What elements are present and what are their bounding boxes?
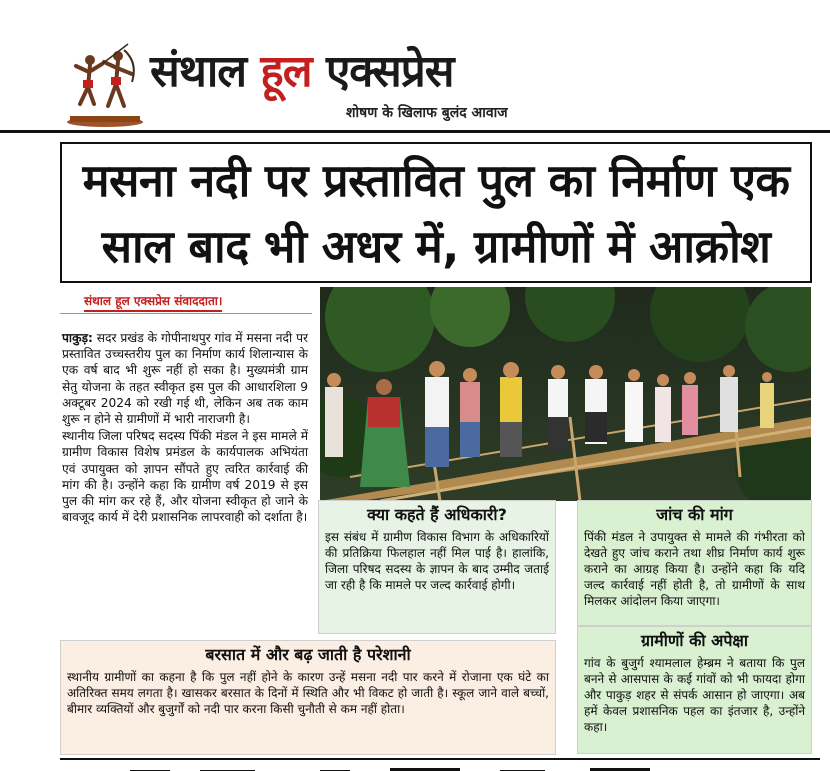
dateline: पाकुड़: xyxy=(62,331,93,345)
news-photo xyxy=(320,287,811,501)
title-part-express: एक्सप्रेस xyxy=(325,46,454,97)
masthead-rule xyxy=(0,130,830,133)
newspaper-logo xyxy=(62,42,148,128)
byline-divider xyxy=(60,313,312,314)
box-villagers-expectation xyxy=(577,626,812,754)
box-officer-response xyxy=(318,500,556,634)
paragraph-2: स्थानीय जिला परिषद सदस्य पिंकी मंडल ने इस मामले में ग्रामीण विकास विशेष प्रमंडल के कार्यपालक अभियंता एवं उपायुक्त को ज्ञापन सौंपते हुए त्वरित कार्रवाई की मांग की है। उन्होंने कहा कि ग्रामीण वर्ष 2019 से इस पुल की मांग कर रहे हैं, और योजना स्वीकृत हो जाने के बावजूद कार्य में देरी प्रशासनिक लापरवाही को दर्शाता है। xyxy=(62,429,308,525)
box-monsoon-problem xyxy=(60,640,556,755)
title-part-santhal: संथाल xyxy=(150,46,247,97)
headline xyxy=(64,148,808,280)
box-rain-title: बरसात में और बढ़ जाती है परेशानी xyxy=(205,645,411,664)
tagline: शोषण के खिलाफ बुलंद आवाज xyxy=(346,105,508,121)
paragraph-1 xyxy=(62,330,308,427)
article-body xyxy=(62,330,308,526)
next-headline-cutoff xyxy=(120,760,820,771)
box-officer-title: क्या कहते हैं अधिकारी? xyxy=(367,505,507,524)
headline-line-1: मसना नदी पर प्रस्तावित पुल का निर्माण एक xyxy=(82,154,790,207)
headline-line-2: साल बाद भी अधर में, ग्रामीणों में आक्रोश xyxy=(101,220,771,273)
byline: संथाल हूल एक्सप्रेस संवाददाता। xyxy=(84,292,222,312)
box-probe-body: पिंकी मंडल ने उपायुक्त से मामले की गंभीरता को देखते हुए जांच कराने तथा शीघ्र निर्माण कार्य शुरू कराने का आग्रह किया है। उन्होंने कहा कि यदि जल्द कार्रवाई नहीं होती है, तो ग्रामीणों के साथ मिलकर आंदोलन किया जाएगा। xyxy=(584,530,805,608)
title-part-hool: हूल xyxy=(260,46,312,97)
box-expect-body: गांव के बुजुर्ग श्यामलाल हेम्ब्रम ने बताया कि पुल बनने से आसपास के कई गांवों को भी फायदा होगा और पाकुड़ शहर से संपर्क आसान हो जाएगा। अब हमें केवल प्रशासनिक पहल का इंतजार है, उन्होंने कहा। xyxy=(584,656,805,734)
paragraph-1-text: सदर प्रखंड के गोपीनाथपुर गांव में मसना नदी पर प्रस्तावित उच्चस्तरीय पुल का निर्माण कार्य शिलान्यास के एक वर्ष बाद भी शुरू नहीं हो सका है। मुख्यमंत्री ग्राम सेतु योजना के तहत स्वीकृत इस पुल की आधारशिला 9 अक्टूबर 2024 को रखी गई थी, लेकिन अब तक काम शुरू न होने से ग्रामीणों में भारी नाराजगी है। xyxy=(62,331,308,427)
newspaper-title xyxy=(150,46,454,98)
box-probe-demand xyxy=(577,500,812,626)
box-officer-body: इस संबंध में ग्रामीण विकास विभाग के अधिकारियों की प्रतिक्रिया फिलहाल नहीं मिल पाई है। हालांकि, जिला परिषद सदस्य के ज्ञापन के बाद उम्मीद जताई जा रही है कि मामले पर जल्द कार्रवाई होगी। xyxy=(325,530,549,592)
box-expect-title: ग्रामीणों की अपेक्षा xyxy=(640,631,749,650)
box-rain-body: स्थानीय ग्रामीणों का कहना है कि पुल नहीं होने के कारण उन्हें मसना नदी पार करने में रोजाना एक घंटे का अतिरिक्त समय लगता है। खासकर बरसात के दिनों में स्थिति और भी विकट हो जाती है। स्कूल जाने वाले बच्चों, बीमार व्यक्तियों और बुजुर्गों को नदी पार करना किसी चुनौती से कम नहीं होता। xyxy=(67,670,549,716)
box-probe-title: जांच की मांग xyxy=(656,505,733,524)
